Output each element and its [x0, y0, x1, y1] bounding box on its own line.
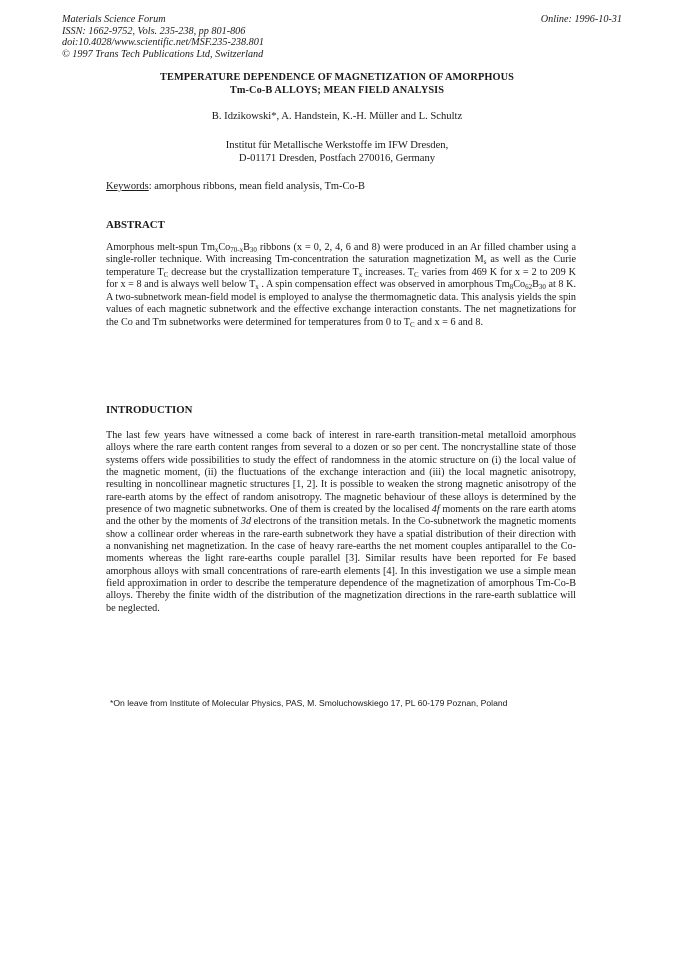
author-list: B. Idzikowski*, A. Handstein, K.-H. Müller and L. Schultz — [211, 111, 463, 122]
title-line-1: TEMPERATURE DEPENDENCE OF MAGNETIZATION OF AMORPHOUS — [160, 72, 514, 83]
keywords-text: : amorphous ribbons, mean field analysis, Tm-Co-B — [148, 181, 365, 192]
keywords — [106, 181, 365, 192]
keywords-label: Keywords — [106, 181, 149, 192]
copyright-line: © 1997 Trans Tech Publications Ltd, Switzerland — [62, 48, 264, 60]
affiliation — [62, 139, 612, 166]
introduction-body: The last few years have witnessed a come back of interest in rare-earth transition-metal metalloid amorphous alloys where the rare earth content ranges from several to a dozen or so per cent. The noncrystalline state of those systems offers wide possibilities to study the effect of randomness in the atomic structure on (i) the local value of the magnetic moment, (ii) the fluctuations of the exchange interaction and (iii) the local magnetic anisotropy, resulting in noncollinear magnetic structures [1, 2]. It is possible to weaken the strong magnetic anisotropy of the rare-earth atoms by the effect of random anisotropy. The magnetic behaviour of these alloys is determined by the presence of two magnetic subnetworks. One of them is created by the localised 4f moments on the rare earth atoms and the other by the moments of 3d electrons of the transition metals. In the Co-subnetwork the magnetic moments show a collinear order whereas in the rare-earth subnetwork they have a spatial distribution of their direction with a nonvanishing net magnetization. In the case of heavy rare-earths the net moment couples antiparallel to the Co-moments whereas the light rare-earths couple parallel [3]. Similar results have been reported for Fe based amorphous alloys with small concentrations of rare-earth elements [4]. In this investigation we use a simple mean field approximation in order to describe the temperature dependence of the magnetization of amorphous Tm-Co-B alloys. Thereby the finite width of the distribution of the magnetization directions in the rare-earth sublattice will be neglected. — [106, 430, 576, 614]
abstract-body: Amorphous melt-spun $Tm_xCo_{70-x}B_{30}$ ribbons (x = 0, 2, 4, 6 and 8) were produced in an Ar filled chamber using a single-roller technique. With increasing Tm-concentration the saturation magnetization $M_s$ as well as the Curie temperature $T_C$ decrease but the crystallization temperature $T_x$ increases. $T_C$ varies from 469 K for x = 2 to 209 K for x = 8 and is always well below $T_x$ . A spin compensation effect was observed in amorphous $Tm_8Co_{62}B_{30}$ at 8 K. A two-subnetwork mean-field model is employed to analyse the thermomagnetic data. This analysis yields the spin values of each magnetic subnetwork and the effective exchange interaction constants. The net magnetizations for the Co and Tm subnetworks were determined for temperatures from 0 to $T_C$ and x = 6 and 8. — [106, 242, 577, 329]
issn-line: ISSN: 1662-9752, Vols. 235-238, pp 801-806 — [62, 25, 246, 37]
journal-name: Materials Science Forum — [62, 14, 166, 25]
paper-title — [62, 72, 612, 98]
abstract-heading: ABSTRACT — [106, 219, 165, 231]
title-line-2: Tm-Co-B ALLOYS; MEAN FIELD ANALYSIS — [229, 84, 445, 96]
doi-line: doi:10.4028/www.scientific.net/MSF.235-238.801 — [62, 37, 264, 49]
affiliation-line-2: D-01171 Dresden, Postfach 270016, Germany — [238, 153, 436, 165]
online-date: Online: 1996-10-31 — [540, 14, 622, 25]
footnote: *On leave from Institute of Molecular Physics, PAS, M. Smoluchowskiego 17, PL 60-179 Poznan, Poland — [110, 698, 508, 708]
affiliation-line-1: Institut für Metallische Werkstoffe im IFW Dresden, — [225, 140, 449, 151]
introduction-heading: INTRODUCTION — [106, 404, 193, 416]
journal-header — [62, 14, 622, 60]
